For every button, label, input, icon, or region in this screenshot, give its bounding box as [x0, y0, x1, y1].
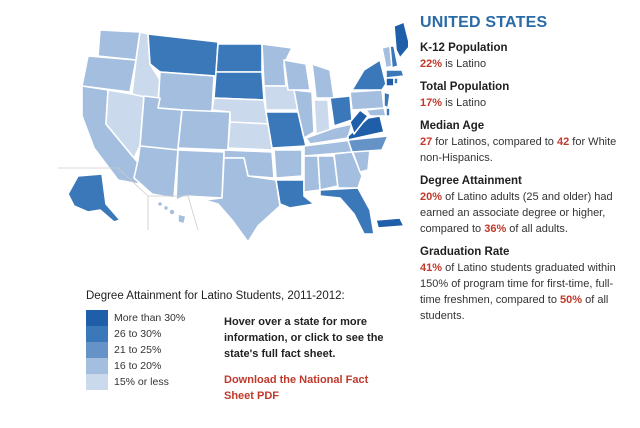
total-population-label: Total Population [420, 81, 510, 93]
degree-attainment-value: 20% [420, 191, 443, 203]
graduation-rate-fact [420, 246, 620, 324]
state-info-panel [420, 14, 620, 333]
state-pennsylvania[interactable] [350, 90, 384, 110]
state-puerto-rico[interactable] [376, 218, 404, 228]
state-florida[interactable] [320, 188, 374, 234]
median-age-latino-value: 27 [420, 136, 433, 148]
legend-swatch [86, 358, 108, 374]
legend-label: 15% or less [114, 376, 169, 388]
state-indiana[interactable] [314, 100, 330, 134]
state-rhode-island[interactable] [394, 78, 398, 84]
legend-swatch [86, 326, 108, 342]
degree-attainment-all-value: 36% [484, 223, 507, 235]
k12-population-label: K-12 Population [420, 42, 508, 54]
k12-population-fact [420, 42, 620, 72]
degree-attainment-label: Degree Attainment [420, 175, 522, 187]
k12-population-text: is Latino [442, 58, 487, 70]
degree-attainment-text-mid: of Latino adults (25 and older) had earned an associate degree or higher, compared to [420, 191, 613, 235]
legend-title: Degree Attainment for Latino Students, 2011-2012: [86, 290, 345, 302]
legend-swatch [86, 342, 108, 358]
legend-label: More than 30% [114, 312, 186, 324]
legend-label: 26 to 30% [114, 328, 162, 340]
state-colorado[interactable] [178, 110, 230, 150]
graduation-rate-all-value: 50% [560, 294, 583, 306]
legend-swatch [86, 374, 108, 390]
state-delaware[interactable] [386, 108, 390, 116]
state-new-jersey[interactable] [384, 92, 390, 108]
state-massachusetts[interactable] [386, 70, 404, 78]
state-north-dakota[interactable] [216, 44, 262, 72]
download-fact-sheet-link[interactable]: Download the National Fact Sheet PDF [224, 374, 369, 402]
median-age-text-mid: for Latinos, compared to [432, 136, 557, 148]
total-population-fact [420, 81, 620, 111]
us-map [48, 20, 408, 250]
panel-title: UNITED STATES [420, 14, 548, 31]
state-washington[interactable] [98, 30, 140, 60]
median-age-label: Median Age [420, 120, 485, 132]
graduation-rate-label: Graduation Rate [420, 246, 510, 258]
median-age-white-value: 42 [556, 136, 570, 148]
state-maryland[interactable] [366, 108, 386, 116]
state-hawaii[interactable] [158, 202, 187, 225]
median-age-fact [420, 120, 620, 166]
k12-population-value: 22% [420, 58, 443, 70]
state-south-dakota[interactable] [214, 72, 264, 100]
state-wyoming[interactable] [158, 72, 214, 112]
legend-label: 21 to 25% [114, 344, 162, 356]
state-montana[interactable] [148, 34, 218, 76]
state-alaska[interactable] [68, 174, 120, 222]
state-connecticut[interactable] [386, 78, 394, 86]
graduation-rate-text-end: of all students. [420, 294, 609, 322]
graduation-rate-value: 41% [420, 262, 443, 274]
state-wisconsin[interactable] [284, 60, 310, 90]
hover-instructions: Hover over a state for more information, or click to see the state's full fact sheet. [224, 316, 384, 360]
degree-attainment-text-end: of all adults. [506, 223, 568, 235]
legend-swatch [86, 310, 108, 326]
state-ohio[interactable] [330, 96, 352, 126]
degree-attainment-fact [420, 175, 620, 237]
legend-label: 16 to 20% [114, 360, 162, 372]
state-michigan[interactable] [312, 64, 334, 98]
total-population-value: 17% [420, 97, 443, 109]
median-age-text-end: for White non-Hispanics. [420, 136, 617, 164]
total-population-text: is Latino [442, 97, 487, 109]
state-new-york[interactable] [352, 60, 386, 90]
graduation-rate-text-mid: of Latino students graduated within 150% of program time for first-time, full-time freshmen, compared to [420, 262, 616, 306]
state-new-mexico[interactable] [176, 150, 224, 200]
state-arkansas[interactable] [274, 150, 302, 178]
state-arizona[interactable] [134, 146, 178, 198]
state-kansas[interactable] [228, 122, 272, 150]
